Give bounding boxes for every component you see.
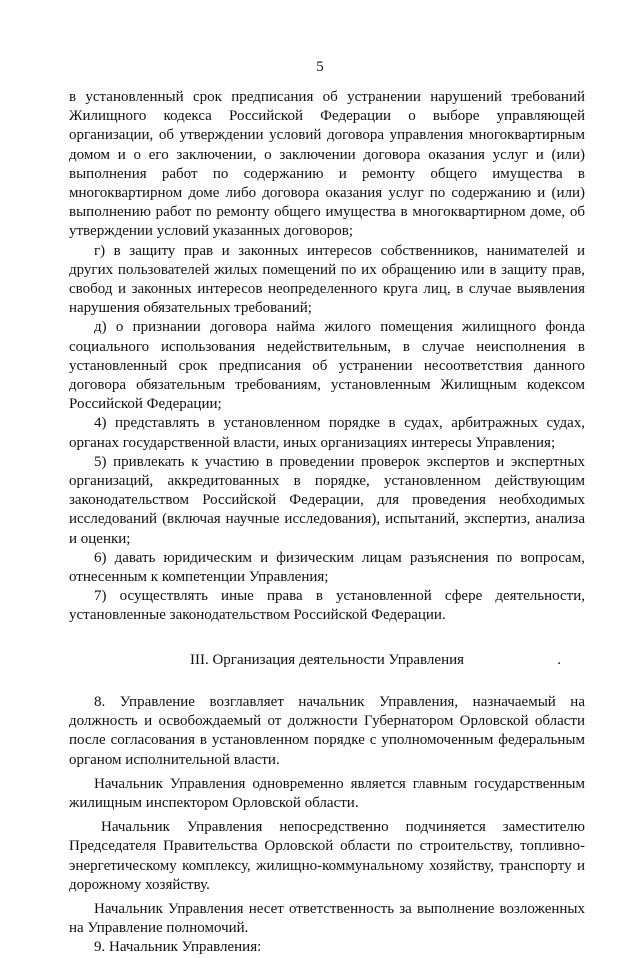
paragraph-item-9: 9. Начальник Управления: xyxy=(94,939,262,956)
section-title-mark: . xyxy=(557,651,561,668)
paragraph-item-8: 8. Управление возглавляет начальник Управления, назначаемый на должность и освобождаемый от должности Губернатором Орловской области после согласования в установленном порядке с уполномоченным федеральным органом исполнительной власти. xyxy=(69,693,585,768)
section-title xyxy=(69,651,585,670)
paragraph-item-4: 4) представлять в установленном порядке в судах, арбитражных судах, органах государственной власти, иных организациях интересы Управления; xyxy=(69,415,585,451)
section-title-text: III. Организация деятельности Управления xyxy=(189,651,465,668)
paragraph-subordination: Начальник Управления непосредственно подчиняется заместителю Председателя Правительства Орловской области по строительству, топливно-энергетическому комплексу, жилищно-коммунальному хозяйству, транспорту и дорожному хозяйству. xyxy=(69,819,585,893)
paragraph-item-d: д) о признании договора найма жилого помещения жилищного фонда социального использования недействительным, в случае неисполнения в установленный срок предписания об устранении несоответствия данного договора обязательным требованиям, установленным Жилищным кодексом Российской Федерации; xyxy=(69,319,585,413)
page-number: 5 xyxy=(316,59,324,75)
paragraph-item-5: 5) привлекать к участию в проведении проверок экспертов и экспертных организаций, аккредитованных в порядке, установленном действующим законодательством Российской Федерации, для проведения необходимых исследований (включая научные исследования), испытаний, экспертиз, анализа и оценки; xyxy=(69,453,585,547)
paragraph-responsibility: Начальник Управления несет ответственность за выполнение возложенных на Управление полномочий. xyxy=(69,900,585,937)
paragraph-item-g: г) в защиту прав и законных интересов собственников, нанимателей и других пользователей жилых помещений по их обращению или в защиту прав, свобод и законных интересов неопределенного круга лиц, в случае выявления нарушения обязательных требований; xyxy=(69,242,585,317)
paragraph-item-6: 6) давать юридическим и физическим лицам разъяснения по вопросам, отнесенным к компетенции Управления; xyxy=(69,549,585,586)
paragraph-item-7: 7) осуществлять иные права в установленной сфере деятельности, установленные законодательством Российской Федерации. xyxy=(69,588,585,624)
document-body xyxy=(69,88,585,958)
paragraph-chief-inspector: Начальник Управления одновременно является главным государственным жилищным инспектором Орловской области. xyxy=(69,775,585,811)
paragraph-continuation: в установленный срок предписания об устранении нарушений требований Жилищного кодекса Российской Федерации о выборе управляющей организации, об утверждении условий договора управления многоквартирным домом и о его заключении, о заключении договора оказания услуг и (или) выполнения работ по содержанию и ремонту общего имущества в многоквартирном доме либо договора оказания услуг по содержанию и (или) выполнению работ по ремонту общего имущества в многоквартирном доме, об утверждении условий указанных договоров; xyxy=(69,89,585,240)
